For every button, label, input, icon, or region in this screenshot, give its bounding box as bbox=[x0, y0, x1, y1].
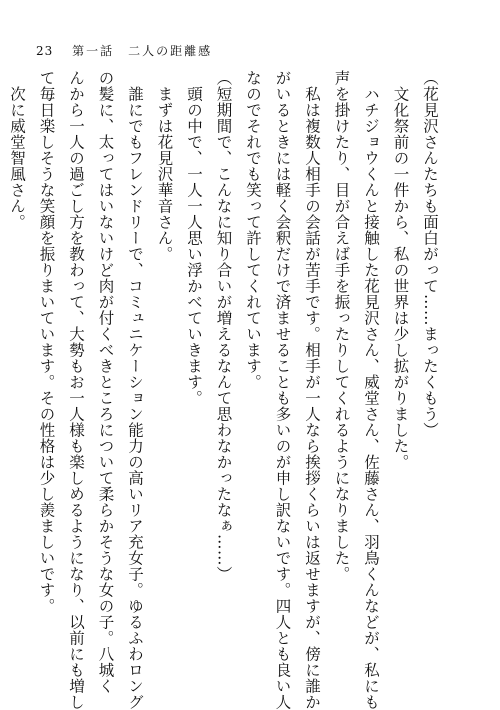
page-number: 23 bbox=[36, 44, 54, 58]
text-line: 文化祭前の一件から、私の世界は少し拡がりました。 bbox=[391, 70, 410, 470]
text-line bbox=[0, 70, 2, 670]
text-line: （花見沢さんたちも面白がって……まったくもう） bbox=[421, 70, 439, 438]
text-line: て毎日楽しそうな笑顔を振りまいています。その性格は少し羨ましいです。 bbox=[37, 70, 56, 614]
text-line: 頭の中で、一人一人思い浮かべていきます。 bbox=[185, 70, 203, 406]
text-line: 誰にでもフレンドリーで、コミュニケーション能力の高いリア充女子。ゆるふわロング bbox=[126, 70, 144, 710]
text-line: がいるときには軽く会釈だけで済ませることも多いのが申し訳ないです。四人とも良い人 bbox=[273, 70, 292, 710]
running-header bbox=[36, 42, 212, 59]
text-line: まずは花見沢華音さん。 bbox=[155, 70, 174, 262]
text-line: 次に威堂智風さん。 bbox=[8, 70, 26, 230]
text-line: 私は複数人相手の会話が苦手です。相手が一人なら挨拶くらいは返せますが、傍に誰か bbox=[303, 70, 321, 710]
text-line: なのでそれでも笑って許してくれています。 bbox=[244, 70, 262, 390]
text-line: 声を掛けたり、目が合えば手を振ったりしてくれるようになりました。 bbox=[332, 70, 351, 582]
text-line: んから一人の過ごし方を教わって、大勢もお一人様も楽しめるようになり、以前にも増し bbox=[67, 70, 85, 710]
chapter-title: 第一話 二人の距離感 bbox=[72, 44, 213, 58]
text-line: の髪に、太ってはいないけど肉が付くべきところについて柔らかそうな女の子。八城く bbox=[96, 70, 115, 694]
vertical-body-text bbox=[0, 70, 444, 710]
text-line: （短期間で、こんなに知り合いが増えるなんて思わなかったなぁ……） bbox=[214, 70, 233, 582]
text-line: ハチジョウくんと接触した花見沢さん、威堂さん、佐藤さん、羽鳥くんなどが、私にも bbox=[362, 70, 380, 710]
